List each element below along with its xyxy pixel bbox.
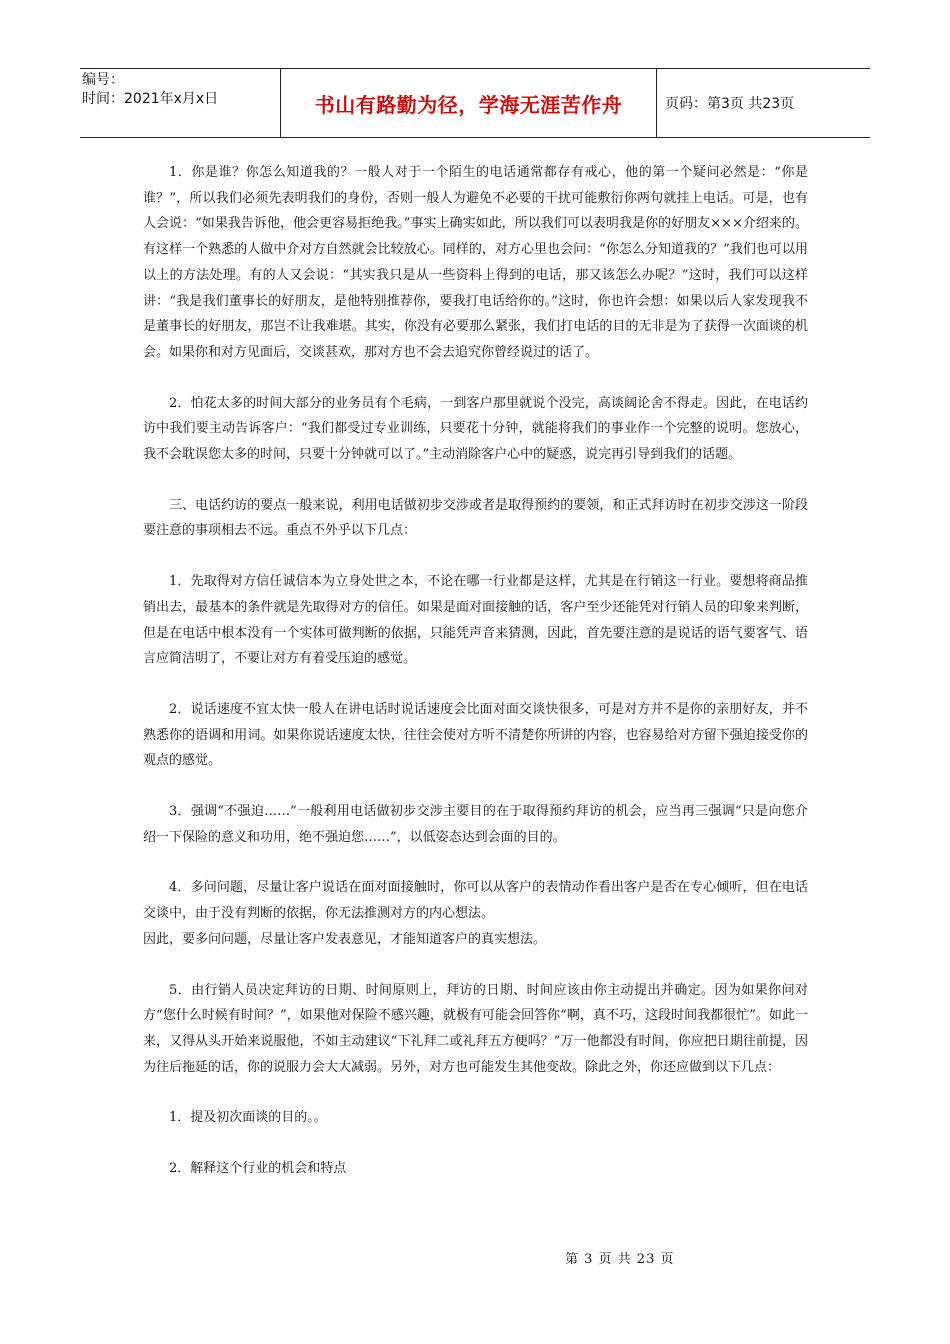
header-page-info: 页码：第3页 共23页 [665, 96, 795, 112]
page-footer: 第 3 页 共 23 页 [565, 1252, 675, 1267]
paragraph-trust: 1．先取得对方信任诚信本为立身处世之本，不论在哪一行业都是这样，尤其是在行销这一行业。要想将商品推销出去，最基本的条件就是先取得对方的信任。如果是面对面接触的话，客户至少还能凭对行销人员的印象来判断，但是在电话中根本没有一个实体可做判断的依据，只能凭声音来猜测，因此，首先要注意的是说话的语气要客气、语言应简洁明了，不要让对方有着受压迫的感觉。 [143, 574, 808, 667]
list-item-opportunity: 2．解释这个行业的机会和特点 [169, 1161, 347, 1177]
paragraph-ask-questions: 4．多问问题，尽量让客户说话在面对面接触时，你可以从客户的表情动作看出客户是否在专心倾听，但在电话交谈中，由于没有判断的依据，你无法推测对方的内心想法。 [143, 880, 808, 922]
paragraph-no-pressure: 3．强调“不强迫……”一般利用电话做初步交涉主要目的在于取得预约拜访的机会，应当再三强调“只是向您介绍一下保险的意义和功用，绝不强迫您……”，以低姿态达到会面的目的。 [143, 804, 808, 845]
document-number-label: 编号： [82, 72, 124, 88]
paragraph-section-three: 三、电话约访的要点一般来说，利用电话做初步交涉或者是取得预约的要领，和正式拜访时在初步交涉这一阶段要注意的事项相去不远。重点不外乎以下几点： [143, 497, 808, 539]
list-item-purpose: 1．提及初次面谈的目的。。 [169, 1110, 327, 1126]
header-info-cell [80, 69, 281, 137]
paragraph-ask-questions-cont: 因此，要多问问题，尽量让客户发表意见，才能知道客户的真实想法。 [143, 931, 547, 947]
paragraph-time-concern: 2．怕花太多的时间大部分的业务员有个毛病，一到客户那里就说个没完，高谈阔论舍不得走。因此，在电话约访中我们要主动告诉客户：“我们都受过专业训练，只要花十分钟，就能将我们的事业作一个完整的说明。您放心，我不会耽误您太多的时间，只要十分钟就可以了。”主动消除客户心中的疑惑，说完再引导到我们的话题。 [143, 395, 808, 463]
document-body [143, 160, 808, 1207]
page-header [80, 68, 870, 138]
document-date: 时间：2021年x月x日 [82, 91, 219, 107]
paragraph-speed: 2．说话速度不宜太快一般人在讲电话时说话速度会比面对面交谈快很多，可是对方并不是你的亲朋好友，并不熟悉你的语调和用词。如果你说话速度太快，往往会使对方听不清楚你所讲的内容，也容易给对方留下强迫接受你的观点的感觉。 [143, 701, 808, 769]
paragraph-who-are-you: 1．你是谁？你怎么知道我的？一般人对于一个陌生的电话通常都存有戒心，他的第一个疑问必然是：“你是谁？”，所以我们必须先表明我们的身份，否则一般人为避免不必要的干扰可能敷衍你两句就挂上电话。可是，也有人会说：“如果我告诉他，他会更容易拒绝我。”事实上确实如此，所以我们可以表明我是你的好朋友×××介绍来的。有这样一个熟悉的人做中介对方自然就会比较放心。同样的，对方心里也会问：“你怎么分知道我的？”我们也可以用以上的方法处理。有的人又会说：“其实我只是从一些资料上得到的电话，那又该怎么办呢？”这时，我们可以这样讲：“我是我们董事长的好朋友，是他特别推荐你，要我打电话给你的。”这时，你也许会想：如果以后人家发现我不是董事长的好朋友，那岂不让我难堪。其实，你没有必要那么紧张，我们打电话的目的无非是为了获得一次面谈的机会。如果你和对方见面后，交谈甚欢，那对方也不会去追究你曾经说过的话了。 [143, 165, 808, 360]
paragraph-schedule: 5．由行销人员决定拜访的日期、时间原则上，拜访的日期、时间应该由你主动提出并确定。因为如果你问对方“您什么时候有时间？”，如果他对保险不感兴趣，就极有可能会回答你“啊，真不巧，这段时间我都很忙”。如此一来，又得从头开始来说服他，不如主动建议“下礼拜二或礼拜五方便吗？”万一他都没有时间，你应把日期往前提，因为往后拖延的话，你的说服力会大大减弱。另外，对方也可能发生其他变故。除此之外，你还应做到以下几点： [143, 982, 808, 1075]
header-motto: 书山有路勤为径，学海无涯苦作舟 [281, 69, 657, 137]
